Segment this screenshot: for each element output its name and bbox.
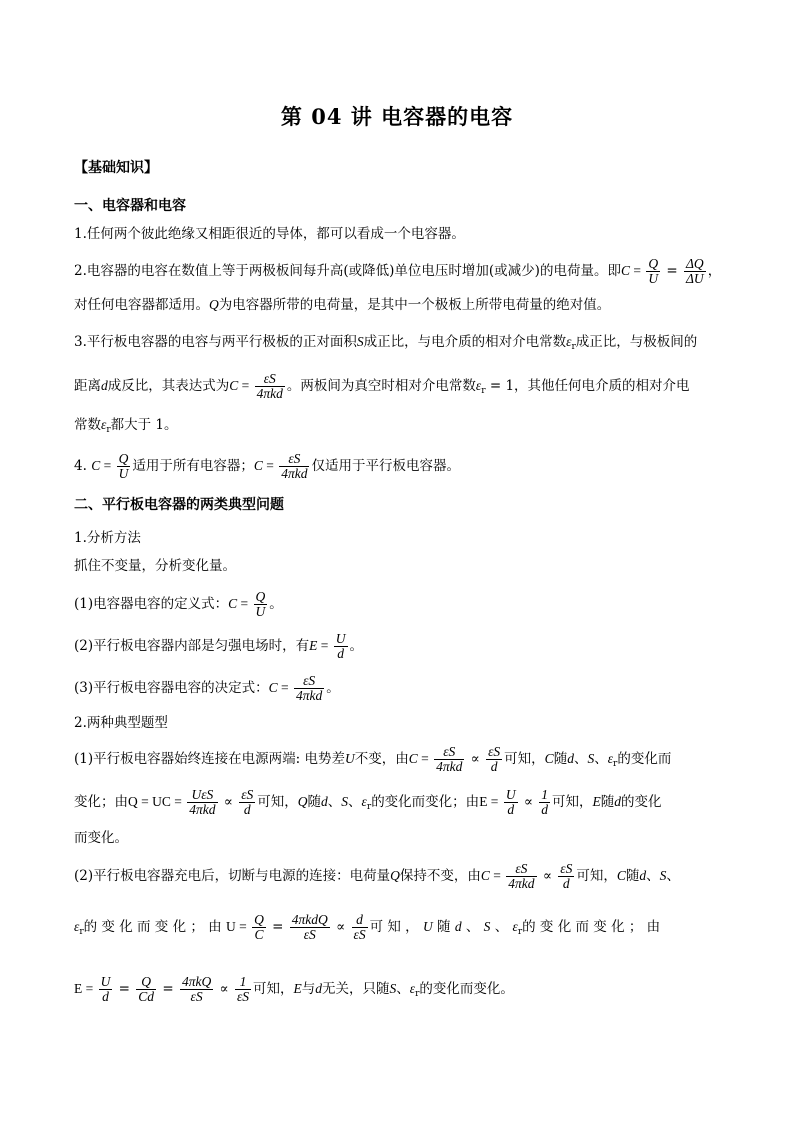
method-text: 抓住不变量，分析变化量。	[74, 558, 236, 574]
definition-formula: (1)电容器电容的定义式：C = $\frac{Q}{U}$ 。	[74, 589, 283, 620]
paragraph-3-line-2: 距离d成反比，其表达式为C = $\frac{\varepsilon S}{\text{4πkd}}$ 。两板间为真空时相对介电常数$\varepsilon_r = 1$，其他任何电介质的相对介电	[74, 371, 690, 402]
two-types-title: 2.两种典型题型	[74, 715, 168, 731]
paragraph-2-line-1: 2.电容器的电容在数值上等于两极板间每升高(或降低)单位电压时增加(或减少)的电荷量。即C = $\frac{Q}{U}$ = $\frac{\Delta Q}{\Delta U}$ ，	[74, 256, 722, 287]
determinant-formula: (3)平行板电容器电容的决定式：C = $\frac{\varepsilon S}{\text{4πkd}}$ 。	[74, 673, 340, 704]
field-formula: (2)平行板电容器内部是匀强电场时，有E = $\frac{U}{d}$ 。	[74, 631, 363, 662]
paragraph-1: 1.任何两个彼此绝缘又相距很近的导体，都可以看成一个电容器。	[74, 226, 465, 242]
case-2-line-3: E = $\frac{U}{d}$ = $\frac{Q}{Cd}$ = $\frac{\text{4πkQ}}{\varepsilon S}$ ∝ $\frac{1}{\varepsilon S}$ 可知，E与d无关，只随S、$\varepsilon_r$的变化而变化。	[74, 974, 514, 1005]
case-1-line-2: 变化；由Q = UC = $\frac{\text{UεS}}{\text{4πkd}}$ ∝ $\frac{\varepsilon S}{d}$ 可知，Q随d、S、$\varepsilon_r$的变化而变化；由E = $\frac{U}{d}$ ∝ $\frac{1}{d}$ 可知，E随d的变化	[74, 787, 662, 818]
paragraph-4: 4. C = $\frac{Q}{U}$ 适用于所有电容器；C = $\frac{\varepsilon S}{\text{4πkd}}$ 仅适用于平行板电容器。	[74, 451, 460, 482]
page-title: 第 04 讲 电容器的电容	[280, 104, 514, 129]
case-2-line-1: (2)平行板电容器充电后，切断与电源的连接：电荷量Q保持不变，由C = $\frac{\varepsilon S}{\text{4πkd}}$ ∝ $\frac{\varepsilon S}{d}$ 可知，C随d、S、	[74, 861, 680, 892]
case-1-line-1: (1)平行板电容器始终连接在电源两端: 电势差U不变，由C = $\frac{\varepsilon S}{\text{4πkd}}$ ∝ $\frac{\varepsilon S}{d}$ 可知，C随d、S、$\varepsilon_r$的变化而	[74, 744, 672, 775]
paragraph-2-line-2: 对任何电容器都适用。Q为电容器所带的电荷量，是其中一个极板上所带电荷量的绝对值。	[74, 297, 611, 313]
heading-capacitor: 一、电容器和电容	[74, 198, 186, 214]
paragraph-3-line-3: 常数$\varepsilon_r$都大于 1。	[74, 417, 178, 435]
paragraph-3-line-1: 3.平行板电容器的电容与两平行极板的正对面积S成正比，与电介质的相对介电常数$\varepsilon_r$成正比，与极板间的	[74, 334, 698, 352]
heading-two-types: 二、平行板电容器的两类典型问题	[74, 497, 284, 513]
case-2-line-2: $\varepsilon_r$的 变 化 而 变 化 ； 由 U = $\frac{Q}{C}$ = $\frac{\text{4πkdQ}}{\varepsilon S}$ ∝ $\frac{d}{\varepsilon S}$ 可 知 ， U 随 d 、 S 、 $\varepsilon_r$的 变 化 而 变 化 ； 由	[74, 912, 661, 943]
case-1-line-3: 而变化。	[74, 830, 128, 846]
section-basic-knowledge: 【基础知识】	[74, 160, 158, 176]
method-title: 1.分析方法	[74, 530, 141, 546]
